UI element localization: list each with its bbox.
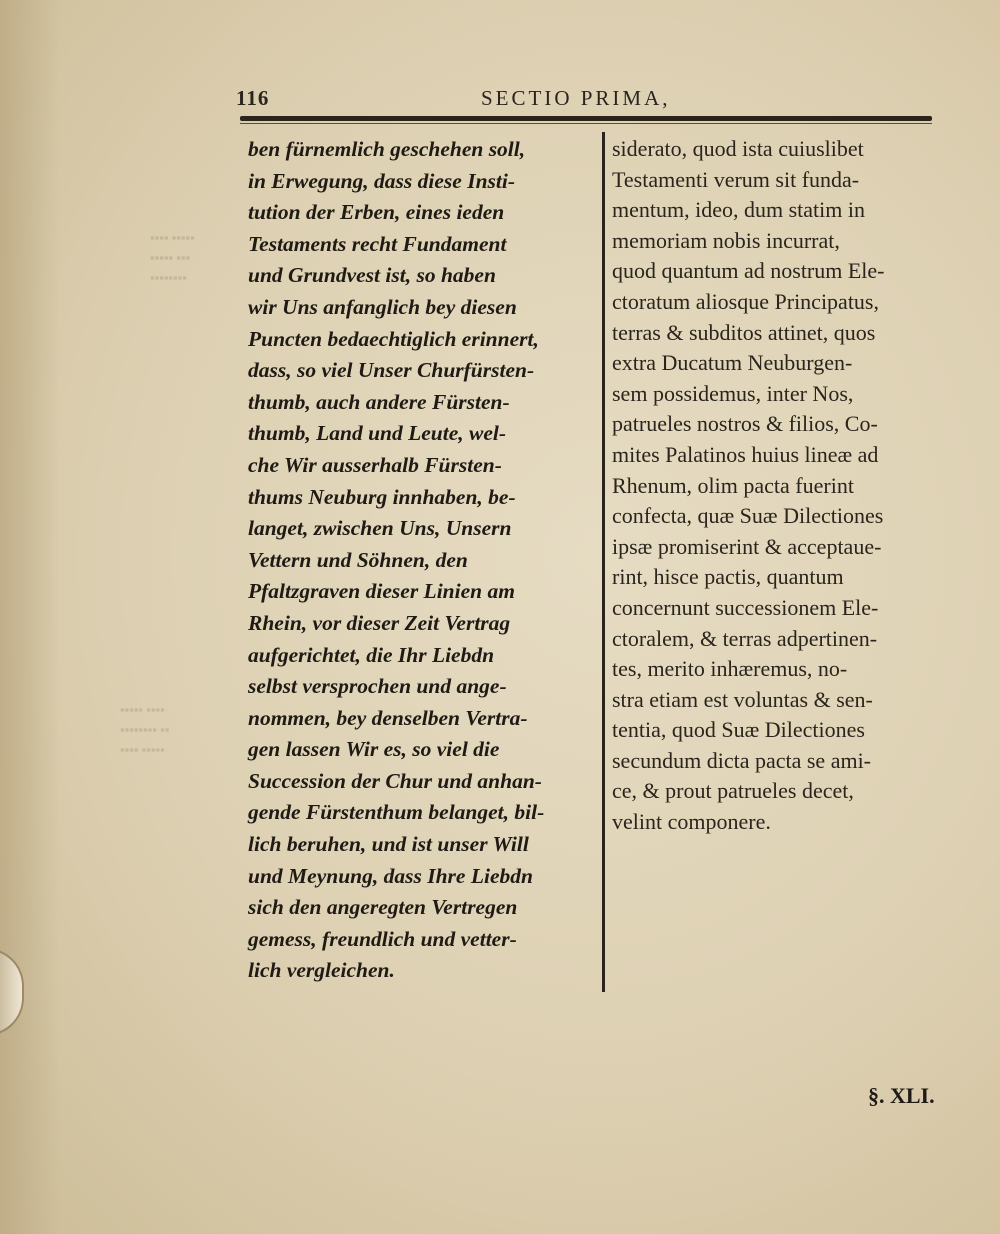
german-text-column [248,134,598,987]
text-line: nommen, bey denselben Vertra- [248,705,528,730]
running-title: SECTIO PRIMA, [481,86,671,110]
text-line: Testaments recht Fundament [248,231,507,256]
text-line: ben fürnemlich geschehen soll, [248,137,526,161]
text-line: rint, hisce pactis, quantum [612,564,844,590]
text-line: confecta, quæ Suæ Dilectiones [612,503,884,529]
text-line: tentia, quod Suæ Dilectiones [612,717,865,743]
text-line: dass, so viel Unser Churfürsten- [248,358,535,383]
text-line: secundum dicta pacta se ami- [612,747,872,773]
text-line: gemess, freundlich und vetter- [248,926,517,951]
text-line: lich vergleichen. [248,958,395,983]
column-divider [602,132,605,992]
text-line: terras & subditos attinet, quos [612,319,876,345]
text-line: Testamenti verum sit funda- [612,166,860,192]
text-line: velint componere. [612,809,771,835]
text-line: thums Neuburg innhaben, be- [248,484,516,509]
text-line: thumb, auch andere Fürsten- [248,389,510,414]
text-line: concernunt successionem Ele- [612,594,879,620]
text-line: Pfaltzgraven dieser Linien am [248,579,515,604]
text-line: ce, & prout patrueles decet, [612,778,854,804]
text-line: lich beruhen, und ist unser Will [248,832,529,857]
text-line: selbst versprochen und ange- [248,674,507,699]
text-line: Succession der Chur und anhan- [248,768,542,793]
page-gutter-shadow [0,0,60,1234]
text-line: Puncten bedaechtiglich erinnert, [248,326,539,351]
text-line: ipsæ promiserint & acceptaue- [612,533,882,559]
text-line: thumb, Land und Leute, wel- [248,421,507,446]
bleed-through-text: ▪▪▪▪ ▪▪▪▪▪ ▪▪▪▪▪ ▪▪▪ ▪▪▪▪▪▪▪▪ [150,230,195,285]
text-line: in Erwegung, dass diese Insti- [248,168,516,193]
text-line: gende Fürstenthum belanget, bil- [248,800,545,825]
text-line: memoriam nobis incurrat, [612,227,840,253]
text-line: tes, merito inhæremus, no- [612,656,848,682]
running-header [236,86,936,116]
catchword: §. XLI. [868,1083,935,1108]
text-line: ctoratum aliosque Principatus, [612,288,879,314]
text-line: sem possidemus, inter Nos, [612,380,854,406]
bleed-through-text: ▪▪▪▪▪ ▪▪▪▪ ▪▪▪▪▪▪▪▪ ▪▪ ▪▪▪▪ ▪▪▪▪▪ [120,702,170,757]
text-line: langet, zwischen Uns, Unsern [248,516,512,541]
text-line: mentum, ideo, dum statim in [612,197,865,223]
text-line: Rhein, vor dieser Zeit Vertrag [248,610,511,635]
text-line: aufgerichtet, die Ihr Liebdn [248,642,495,667]
latin-text-column [612,134,952,838]
text-line: siderato, quod ista cuiuslibet [612,136,864,161]
text-line: und Meynung, dass Ihre Liebdn [248,863,533,888]
text-line: tution der Erben, eines ieden [248,200,505,225]
text-line: Rhenum, olim pacta fuerint [612,472,854,498]
text-line: und Grundvest ist, so haben [248,263,496,288]
header-rule [240,116,932,121]
text-line: sich den angeregten Vertregen [248,895,518,920]
page-number: 116 [236,86,270,110]
text-line: extra Ducatum Neuburgen- [612,350,853,376]
text-line: ctoralem, & terras adpertinen- [612,625,878,651]
text-line: patrueles nostros & filios, Co- [612,411,878,437]
text-line: gen lassen Wir es, so viel die [248,737,500,762]
header-rule-thin [240,123,932,124]
text-line: che Wir ausserhalb Fürsten- [248,452,502,477]
text-line: stra etiam est voluntas & sen- [612,686,873,712]
text-line: Vettern und Söhnen, den [248,547,468,572]
text-line: wir Uns anfanglich bey diesen [248,294,517,319]
text-line: quod quantum ad nostrum Ele- [612,258,885,284]
text-line: mites Palatinos huius lineæ ad [612,441,879,467]
